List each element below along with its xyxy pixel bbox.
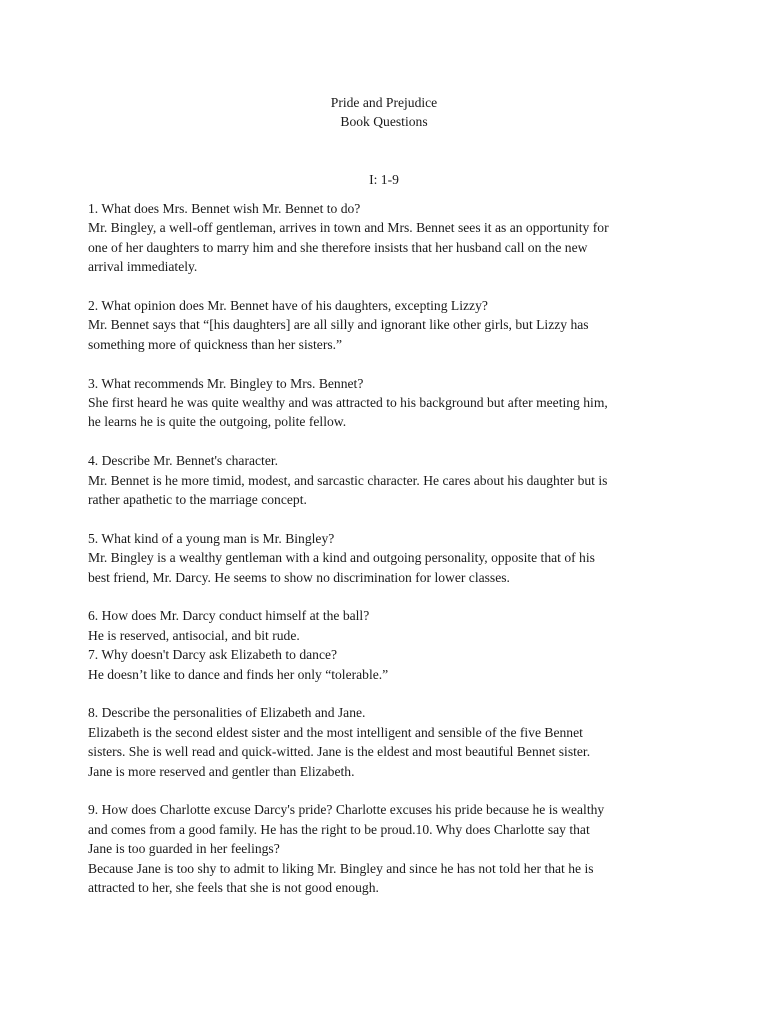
answer-line: Jane is more reserved and gentler than Elizabeth. (88, 763, 355, 779)
answer-line: He is reserved, antisocial, and bit rude. (88, 627, 300, 643)
answer-line: sisters. She is well read and quick-witted. Jane is the eldest and most beautiful Bennet sister. (88, 744, 591, 760)
answer-line: He doesn’t like to dance and finds her only “tolerable.” (88, 666, 389, 682)
question-6 (88, 606, 708, 645)
question-text: 3. What recommends Mr. Bingley to Mrs. Bennet? (88, 375, 364, 391)
answer-line: Mr. Bingley, a well-off gentleman, arrives in town and Mrs. Bennet sees it as an opportunity for (88, 220, 609, 236)
answer-line: Mr. Bennet says that “[his daughters] are all silly and ignorant like other girls, but Lizzy has (88, 317, 589, 333)
question-8 (88, 703, 708, 781)
answer-line: something more of quickness than her sisters.” (88, 336, 343, 352)
question-4 (88, 451, 708, 509)
document-subtitle: Book Questions (340, 114, 428, 129)
question-text: 4. Describe Mr. Bennet's character. (88, 453, 279, 469)
answer-line: best friend, Mr. Darcy. He seems to show no discrimination for lower classes. (88, 569, 510, 585)
answer-line: rather apathetic to the marriage concept. (88, 492, 307, 508)
answer-line: he learns he is quite the outgoing, polite fellow. (88, 414, 347, 430)
answer-line: She first heard he was quite wealthy and was attracted to his background but after meeting him, (88, 395, 608, 411)
question-2 (88, 296, 708, 354)
answer-line: Because Jane is too shy to admit to liking Mr. Bingley and since he has not told her that he is (88, 860, 594, 876)
question-3 (88, 374, 708, 432)
answer-line: attracted to her, she feels that she is not good enough. (88, 880, 379, 896)
answer-line: Mr. Bingley is a wealthy gentleman with a kind and outgoing personality, opposite that of his (88, 550, 595, 566)
question-text: 7. Why doesn't Darcy ask Elizabeth to dance? (88, 647, 338, 663)
answer-line: one of her daughters to marry him and she therefore insists that her husband call on the new (88, 239, 588, 255)
question-text: 2. What opinion does Mr. Bennet have of his daughters, excepting Lizzy? (88, 298, 488, 314)
questions-list (88, 199, 708, 898)
question-text: 1. What does Mrs. Bennet wish Mr. Bennet to do? (88, 201, 361, 216)
answer-line: and comes from a good family. He has the right to be proud.10. Why does Charlotte say that (88, 821, 590, 837)
answer-line: Mr. Bennet is he more timid, modest, and sarcastic character. He cares about his daughter but is (88, 472, 608, 488)
question-9 (88, 800, 708, 897)
question-text: 6. How does Mr. Darcy conduct himself at the ball? (88, 608, 370, 624)
question-7 (88, 645, 708, 684)
answer-line: Elizabeth is the second eldest sister and the most intelligent and sensible of the five Bennet (88, 724, 583, 740)
document-title: Pride and Prejudice (330, 95, 438, 110)
question-5 (88, 529, 708, 587)
answer-line: arrival immediately. (88, 259, 198, 275)
question-text: 8. Describe the personalities of Elizabeth and Jane. (88, 705, 366, 721)
question-1 (88, 199, 708, 277)
answer-line: Jane is too guarded in her feelings? (88, 841, 280, 857)
question-text: 5. What kind of a young man is Mr. Bingley? (88, 530, 335, 546)
question-text: 9. How does Charlotte excuse Darcy's pride? Charlotte excuses his pride because he is wealthy (88, 802, 605, 818)
section-heading: I: 1-9 (369, 172, 399, 187)
